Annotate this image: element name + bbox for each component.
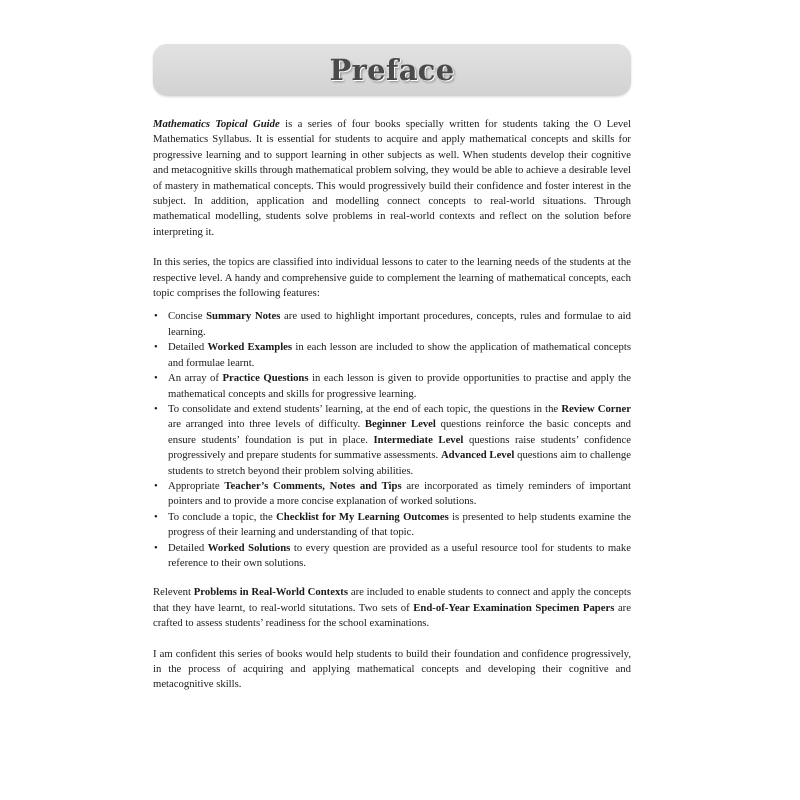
feature-text: An array of xyxy=(168,372,223,385)
intro-text: is a series of four books specially written for students taking the O Level Mathematics Syllabus. It is essential for students to acquire and apply mathematical concepts and skills for progressive learning and to support learning in other subjects as well. When students develop their cognitive and metacognitive skills through mathematical problem solving, they would be able to achieve a desirable level of mastery in mathematical concepts. This would progressively build their confidence and foster interest in the subject. In addition, application and modelling connect concepts to real-world situations. Through mathematical modelling, students solve problems in real-world contexts and reflect on the solution before interpreting it. xyxy=(153,118,631,238)
feature-highlight: Intermediate Level xyxy=(373,433,464,446)
feature-text: Detailed xyxy=(168,341,208,354)
list-item xyxy=(153,479,631,510)
title-banner xyxy=(153,44,631,96)
feature-text: are incorporated as timely reminders of important pointers and to provide a more concise explanation of worked solutions. xyxy=(168,479,631,508)
feature-text: To conclude a topic, the xyxy=(168,510,277,523)
feature-text: To consolidate and extend students’ learning, at the end of each topic, the questions in the xyxy=(168,402,562,415)
feature-text: questions reinforce the basic concepts and ensure students’ foundation is put in place. xyxy=(168,418,632,446)
page-title: Preface xyxy=(329,53,455,87)
list-item xyxy=(153,309,631,340)
paragraph-text: are included to enable students to connect and apply the concepts that they have learnt, to real-world situtations. Two sets of xyxy=(153,586,631,614)
feature-text: Concise xyxy=(168,310,207,323)
feature-text: Detailed xyxy=(168,541,208,554)
list-item xyxy=(153,340,631,371)
list-item xyxy=(153,371,631,402)
list-item xyxy=(153,402,631,479)
list-item xyxy=(153,541,631,572)
feature-text: in each lesson is given to provide opportunities to practise and apply the mathematical concepts and skills for progressive learning. xyxy=(168,372,631,400)
feature-highlight: Summary Notes xyxy=(206,310,281,323)
feature-highlight: Advanced Level xyxy=(440,449,515,462)
paragraph-text: Relevent xyxy=(153,586,194,599)
closing-paragraph: I am confident this series of books would help students to build their foundation and confidence progressively, in the process of acquiring and applying mathematical concepts and developing their cognitive and metacognitive skills. xyxy=(153,647,631,691)
feature-highlight: Review Corner xyxy=(561,402,631,415)
realworld-paragraph xyxy=(153,585,631,631)
feature-text: is presented to help students examine the progress of their learning and understanding of that topic. xyxy=(168,510,631,539)
series-paragraph: In this series, the topics are classified into individual lessons to cater to the learning needs of the students at the respective level. A handy and comprehensive guide to complement the learning of mathematical concepts, each topic comprises the following features: xyxy=(153,256,631,300)
feature-text: in each lesson are included to show the application of mathematical concepts and formulae learnt. xyxy=(168,341,631,369)
list-item xyxy=(153,510,631,541)
preface-body xyxy=(153,117,631,708)
book-title: Mathematics Topical Guide xyxy=(153,118,280,130)
feature-highlight: Worked Examples xyxy=(207,341,293,354)
intro-paragraph xyxy=(153,117,631,240)
feature-highlight: Beginner Level xyxy=(364,418,436,431)
paragraph-highlight: Problems in Real-World Contexts xyxy=(193,586,349,599)
feature-text: questions raise students’ confidence progressively and prepare students for summative assessments. xyxy=(168,433,631,462)
paragraph-text: are crafted to assess students’ readiness for the school examinations. xyxy=(153,601,631,630)
feature-text: to every question are provided as a useful resource tool for students to make reference to their own solutions. xyxy=(168,541,631,569)
feature-highlight: Practice Questions xyxy=(222,372,309,385)
feature-highlight: Worked Solutions xyxy=(207,541,291,554)
feature-text: are used to highlight important procedures, concepts, rules and formulae to aid learning. xyxy=(168,310,631,338)
feature-text: questions aim to challenge students to stretch beyond their problem solving abilities. xyxy=(168,449,632,477)
features-list xyxy=(153,309,631,571)
feature-highlight: Teacher’s Comments, Notes and Tips xyxy=(224,479,402,492)
feature-highlight: Checklist for My Learning Outcomes xyxy=(276,510,449,523)
feature-text: are arranged into three levels of difficulty. xyxy=(168,418,365,431)
paragraph-highlight: End-of-Year Examination Specimen Papers xyxy=(413,601,615,614)
feature-text: Appropriate xyxy=(168,479,225,492)
